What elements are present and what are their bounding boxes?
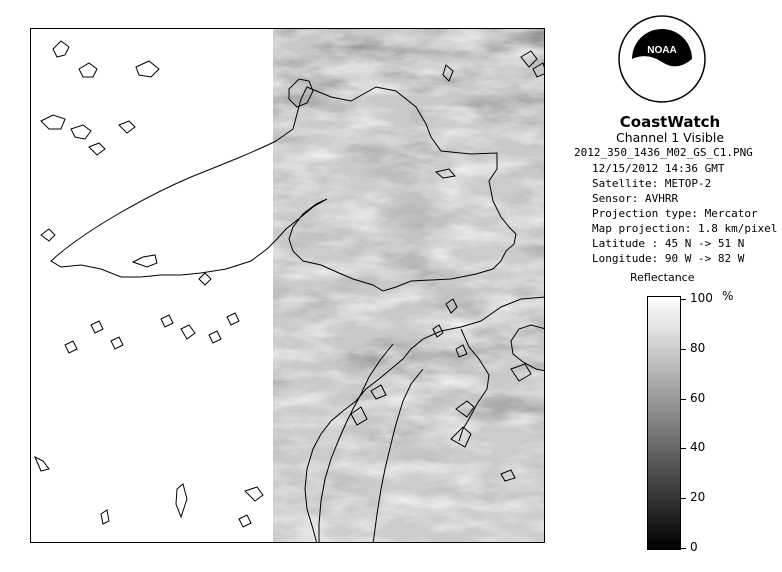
isle-royale-outline — [133, 255, 157, 267]
svg-text:NOAA: NOAA — [647, 45, 677, 56]
latitude-label: Latitude : 45 N -> 51 N — [592, 237, 745, 250]
legend-tick-mark — [681, 299, 686, 300]
satellite-map — [30, 28, 545, 543]
legend-tick-100: 100 — [690, 291, 713, 305]
map-projection-label: Map projection: 1.8 km/pixel — [592, 222, 778, 235]
filename-label: 2012_350_1436_M02_GS_C1.PNG — [574, 146, 753, 159]
brand-title: CoastWatch — [619, 113, 721, 131]
datetime-label: 12/15/2012 14:36 GMT — [592, 162, 725, 175]
legend-unit: % — [722, 289, 734, 303]
legend-tick-80: 80 — [690, 340, 706, 355]
projection-label: Projection type: Mercator — [592, 207, 758, 220]
legend-tick-20: 20 — [690, 490, 706, 505]
legend-tick-40: 40 — [690, 440, 706, 455]
legend-tick-0: 0 — [690, 540, 698, 554]
legend-tick-mark — [681, 548, 686, 549]
satellite-label: Satellite: METOP-2 — [592, 177, 712, 190]
satellite-swath — [273, 29, 545, 543]
colorbar — [647, 296, 681, 550]
map-canvas — [31, 29, 545, 543]
sensor-label: Sensor: AVHRR — [592, 192, 679, 205]
channel-label: Channel 1 Visible — [615, 130, 725, 145]
legend-tick-60: 60 — [690, 390, 706, 405]
legend-tick-mark — [681, 349, 686, 350]
legend-title: Reflectance — [630, 271, 695, 284]
noaa-logo-icon — [617, 14, 707, 104]
longitude-label: Longitude: 90 W -> 82 W — [592, 252, 745, 265]
legend-tick-mark — [681, 498, 686, 499]
legend-tick-mark — [681, 399, 686, 400]
legend-tick-mark — [681, 448, 686, 449]
